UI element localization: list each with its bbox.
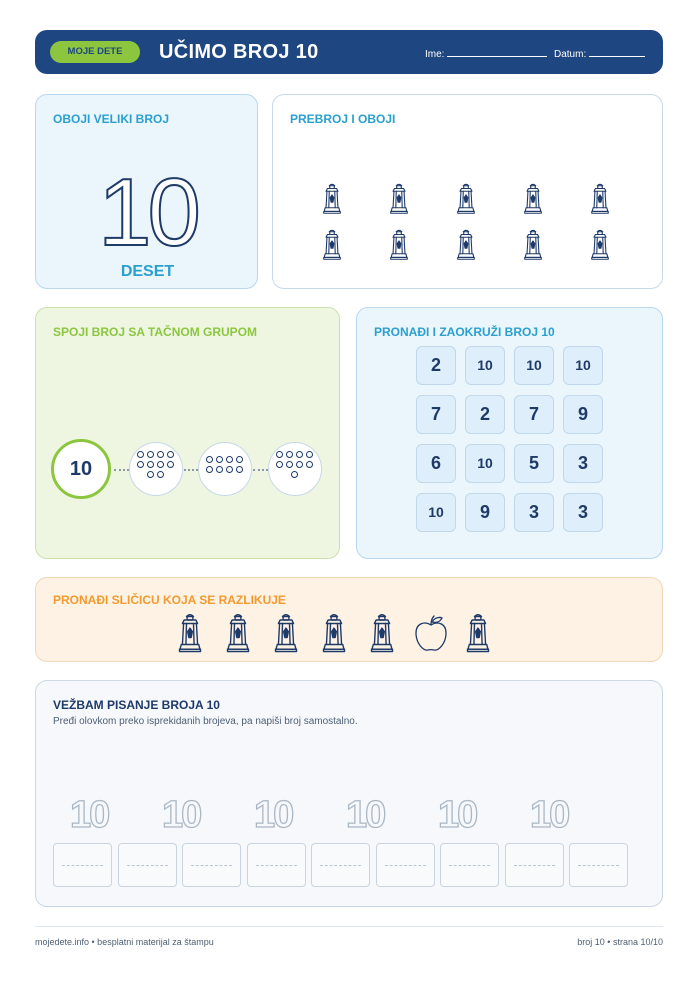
dot — [236, 456, 243, 463]
count-and-color-panel — [272, 94, 663, 289]
apple-icon[interactable] — [411, 613, 451, 660]
page-header — [35, 30, 663, 74]
dashed-guide-line — [449, 865, 490, 866]
dashed-guide-line — [127, 865, 168, 866]
dotted-connector — [114, 469, 129, 471]
dot — [296, 461, 303, 468]
trace-number[interactable]: 10 — [530, 794, 569, 836]
dot — [167, 461, 174, 468]
dot — [157, 471, 164, 478]
dot — [137, 461, 144, 468]
brand-badge: MOJE DETE — [50, 41, 140, 63]
number-grid — [416, 346, 603, 532]
name-field[interactable] — [425, 47, 547, 60]
name-label: Ime: — [425, 49, 445, 60]
number-cell[interactable]: 7 — [514, 395, 554, 434]
panel-title: OBOJI VELIKI BROJ — [53, 112, 170, 126]
footer-divider — [35, 926, 663, 927]
dot — [276, 451, 283, 458]
lantern-icon[interactable] — [463, 613, 493, 660]
dot — [226, 456, 233, 463]
writing-practice-panel — [35, 680, 663, 907]
dot — [157, 461, 164, 468]
panel-title: PREBROJ I OBOJI — [290, 112, 396, 126]
writing-box[interactable] — [53, 843, 112, 887]
lantern-icon[interactable] — [585, 229, 615, 267]
dashed-guide-line — [578, 865, 619, 866]
date-label: Datum: — [554, 49, 587, 60]
trace-number[interactable]: 10 — [438, 794, 477, 836]
trace-number[interactable]: 10 — [346, 794, 385, 836]
lantern-icon[interactable] — [317, 183, 347, 221]
dot — [291, 471, 298, 478]
number-cell[interactable]: 3 — [514, 493, 554, 532]
lantern-icon[interactable] — [384, 229, 414, 267]
writing-box[interactable] — [118, 843, 177, 887]
lantern-icon[interactable] — [585, 183, 615, 221]
dot — [147, 461, 154, 468]
number-cell[interactable]: 10 — [514, 346, 554, 385]
find-different-panel — [35, 577, 663, 662]
writing-box[interactable] — [505, 843, 564, 887]
number-cell[interactable]: 6 — [416, 444, 456, 483]
panel-title: PRONAĐI I ZAOKRUŽI BROJ 10 — [374, 325, 555, 339]
dot — [167, 451, 174, 458]
trace-number[interactable]: 10 — [254, 794, 293, 836]
lantern-icon[interactable] — [384, 183, 414, 221]
dot — [216, 456, 223, 463]
number-cell[interactable]: 10 — [465, 346, 505, 385]
panel-title: VEŽBAM PISANJE BROJA 10 — [53, 698, 220, 712]
lantern-icon[interactable] — [175, 613, 205, 660]
dot — [157, 451, 164, 458]
dot — [296, 451, 303, 458]
number-cell[interactable]: 2 — [465, 395, 505, 434]
lantern-grid — [317, 183, 617, 267]
lantern-icon[interactable] — [271, 613, 301, 660]
lantern-icon[interactable] — [319, 613, 349, 660]
lantern-icon[interactable] — [451, 229, 481, 267]
match-number-panel — [35, 307, 340, 559]
dot — [206, 466, 213, 473]
number-circle[interactable]: 10 — [51, 439, 111, 499]
number-cell[interactable]: 7 — [416, 395, 456, 434]
dashed-guide-line — [256, 865, 297, 866]
number-cell[interactable]: 3 — [563, 444, 603, 483]
footer-left: mojedete.info • besplatni materijal za štampu — [35, 937, 214, 947]
number-cell[interactable]: 10 — [465, 444, 505, 483]
number-cell[interactable]: 10 — [563, 346, 603, 385]
dashed-guide-line — [191, 865, 232, 866]
dashed-guide-line — [62, 865, 103, 866]
color-big-number-panel — [35, 94, 258, 289]
dotted-connector — [253, 469, 268, 471]
dot — [236, 466, 243, 473]
writing-box[interactable] — [569, 843, 628, 887]
footer-right: broj 10 • strana 10/10 — [577, 937, 663, 947]
number-cell[interactable]: 5 — [514, 444, 554, 483]
writing-box[interactable] — [182, 843, 241, 887]
date-field[interactable] — [554, 47, 645, 60]
number-cell[interactable]: 2 — [416, 346, 456, 385]
dot — [306, 451, 313, 458]
dashed-guide-line — [514, 865, 555, 866]
dot — [147, 451, 154, 458]
lantern-icon[interactable] — [518, 229, 548, 267]
panel-title: SPOJI BROJ SA TAČNOM GRUPOM — [53, 325, 258, 339]
trace-number[interactable]: 10 — [162, 794, 201, 836]
number-cell[interactable]: 10 — [416, 493, 456, 532]
date-line — [589, 47, 645, 57]
dotted-connector — [184, 469, 198, 471]
dot — [306, 461, 313, 468]
dot — [226, 466, 233, 473]
number-cell[interactable]: 9 — [465, 493, 505, 532]
lantern-icon[interactable] — [367, 613, 397, 660]
dot — [286, 461, 293, 468]
number-cell[interactable]: 9 — [563, 395, 603, 434]
lantern-icon[interactable] — [451, 183, 481, 221]
dashed-guide-line — [385, 865, 426, 866]
dot — [216, 466, 223, 473]
lantern-icon[interactable] — [223, 613, 253, 660]
lantern-icon[interactable] — [317, 229, 347, 267]
writing-box[interactable] — [440, 843, 499, 887]
dot-group[interactable] — [268, 442, 322, 496]
dot — [137, 451, 144, 458]
big-number-outline[interactable]: 10 — [98, 159, 197, 266]
panel-title: PRONAĐI SLIČICU KOJA SE RAZLIKUJE — [53, 593, 286, 607]
find-number-panel — [356, 307, 663, 559]
writing-box[interactable] — [311, 843, 370, 887]
writing-box[interactable] — [376, 843, 435, 887]
dashed-guide-line — [320, 865, 361, 866]
instructions: Pređi olovkom preko isprekidanih brojeva, pa napiši broj samostalno. — [53, 716, 358, 727]
picture-row — [171, 613, 501, 655]
writing-box[interactable] — [247, 843, 306, 887]
name-line — [447, 47, 547, 57]
dot — [147, 471, 154, 478]
dot-group[interactable] — [129, 442, 183, 496]
page-title: UČIMO BROJ 10 — [159, 41, 319, 63]
number-word: DESET — [120, 263, 175, 280]
number-cell[interactable]: 3 — [563, 493, 603, 532]
dot — [206, 456, 213, 463]
dot — [286, 451, 293, 458]
dot — [276, 461, 283, 468]
lantern-icon[interactable] — [518, 183, 548, 221]
trace-number[interactable]: 10 — [70, 794, 109, 836]
dot-group[interactable] — [198, 442, 252, 496]
